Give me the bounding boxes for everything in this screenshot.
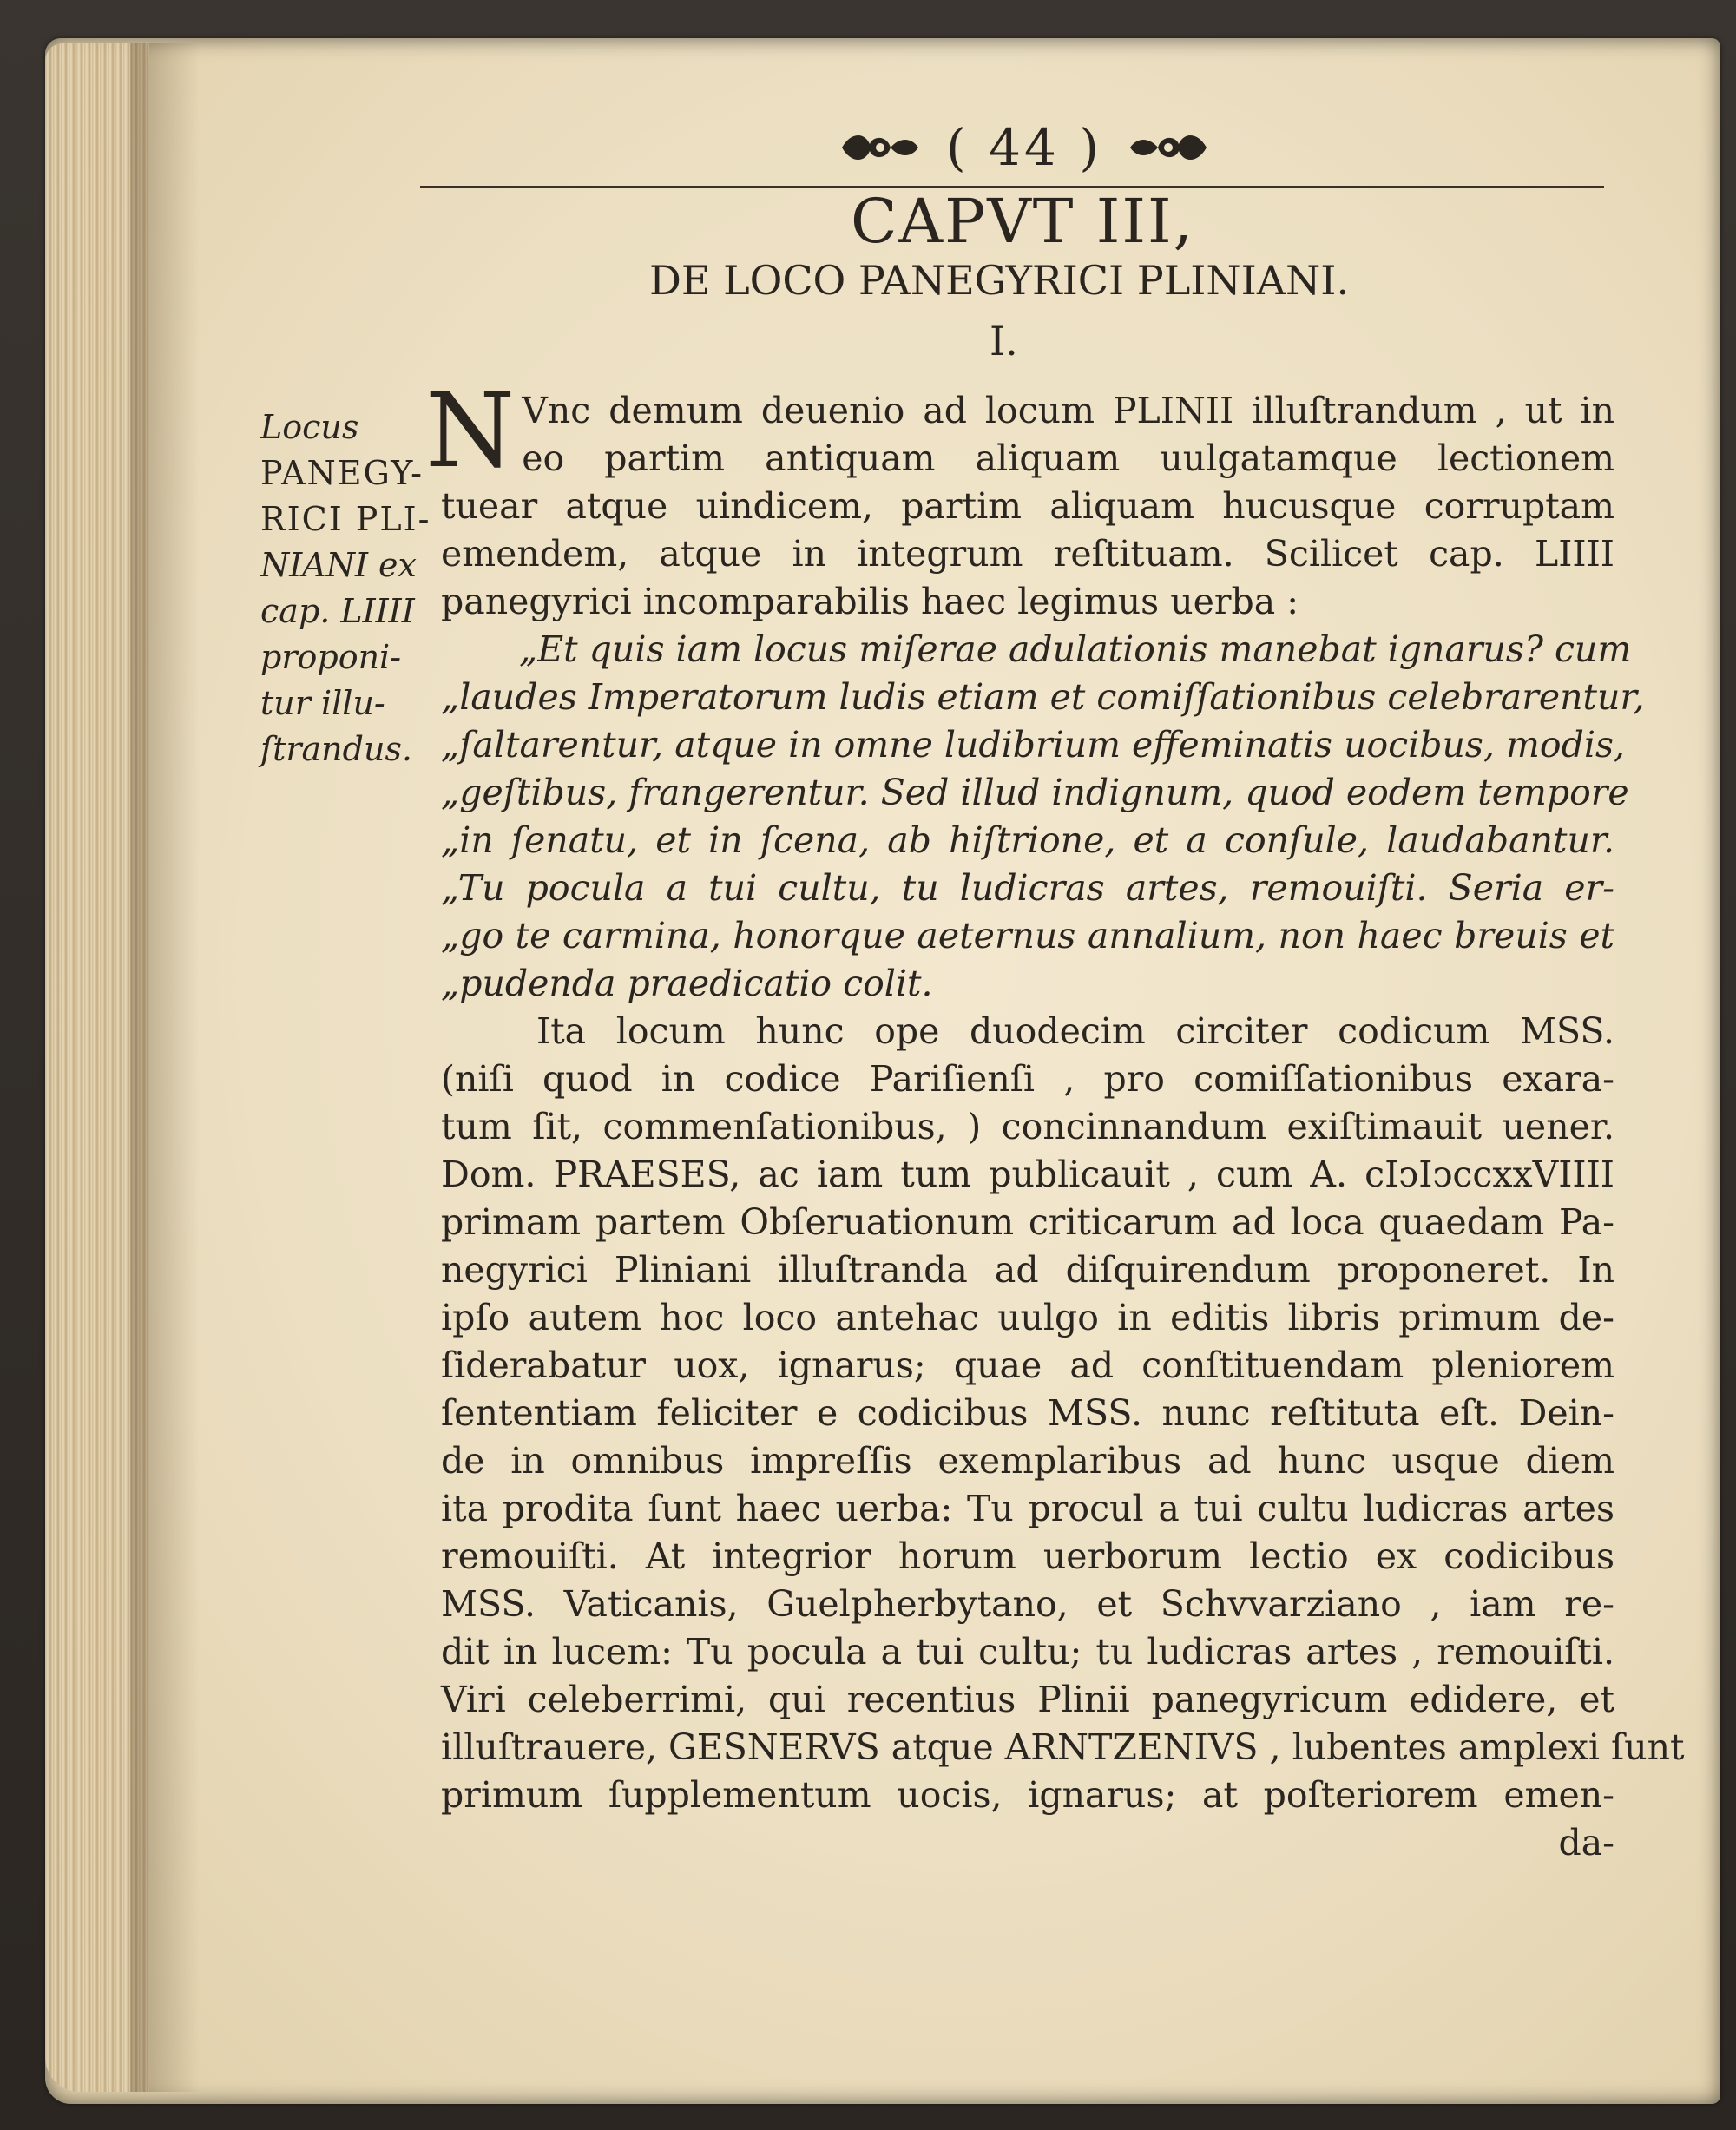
chapter-title: CAPVT III, [851,186,1194,257]
body-line: MSS. Vaticanis, Guelpherbytano, et Schvvarziano , iam re- [441,1583,1614,1625]
quote-line: „geſtibus, frangerentur. Sed illud indignum, quod eodem tempore [441,772,1629,813]
ornament-left-icon [838,128,922,167]
section-number: I. [990,318,1018,365]
body-line: negyrici Pliniani illuſtranda ad diſquirendum proponeret. In [441,1249,1614,1291]
page-number: ( 44 ) [946,118,1102,177]
body-line: de in omnibus impreſſis exemplaribus ad hunc usque diem [441,1440,1614,1482]
quote-line: „Et quis iam locus miſerae adulationis manebat ignarus? cum [519,628,1632,670]
body-line: Ita locum hunc ope duodecim circiter codicum MSS. [536,1010,1614,1052]
margin-note-line: Locus [260,408,359,446]
body-line: tuear atque uindicem, partim aliquam hucusque corruptam [441,485,1614,527]
body-line: eo partim antiquam aliquam uulgatamque lectionem [522,437,1614,479]
body-line: ſiderabatur uox, ignarus; quae ad conſtituendam pleniorem [441,1344,1614,1386]
quote-line: „laudes Imperatorum ludis etiam et comiſſationibus celebrarentur, [441,676,1645,718]
quote-line: „in ſenatu, et in ſcena, ab hiſtrione, et a conſule, laudabantur. [441,819,1614,861]
margin-note [260,404,443,772]
body-line: ipſo autem hoc loco antehac uulgo in editis libris primum de- [441,1297,1614,1338]
body-line: ita prodita ſunt haec uerba: Tu procul a tui cultu ludicras artes [441,1488,1614,1529]
body-line: primum ſupplementum uocis, ignarus; at poſteriorem emen- [441,1774,1614,1816]
drop-cap: N [425,371,516,490]
body-line: ſententiam feliciter e codicibus MSS. nunc reſtituta eſt. Dein- [441,1392,1614,1434]
body-text [425,371,1685,1867]
margin-note-line: PANEGY- [260,454,424,492]
margin-note-line: RICI PLI- [260,500,431,538]
body-line: Viri celeberrimi, qui recentius Plinii panegyricum edidere, et [441,1679,1614,1720]
body-line: emendem, atque in integrum reſtituam. Scilicet cap. LIIII [441,533,1614,575]
body-line: tum ſit, commenſationibus, ) concinnandum exiſtimauit uener. [441,1106,1614,1147]
page-header [816,113,1233,182]
gutter-shadow [130,43,200,2092]
margin-note-line: proponi- [260,638,402,676]
quote-line: „go te carmina, honorque aeternus annalium, non haec breuis et [441,915,1614,957]
body-line: Dom. PRAESES, ac iam tum publicauit , cum A. cIↄIↄccxxVIIII [441,1154,1614,1195]
body-line: dit in lucem: Tu pocula a tui cultu; tu ludicras artes , remouiſti. [441,1631,1614,1673]
quote-line: „Tu pocula a tui cultu, tu ludicras artes, remouiſti. Seria er- [441,867,1614,909]
body-line: (niſi quod in codice Pariſienſi , pro comiſſationibus exara- [441,1058,1614,1100]
margin-note-line: cap. LIIII [260,592,415,630]
body-line: Vnc demum deuenio ad locum PLINII illuſtrandum , ut in [522,390,1614,431]
ornament-right-icon [1127,128,1210,167]
margin-note-line: tur illu- [260,684,385,722]
margin-note-line: NIANI ex [260,546,417,584]
body-line: primam partem Obſeruationum criticarum ad loca quaedam Pa- [441,1201,1614,1243]
margin-note-line: ſtrandus. [260,730,413,768]
quote-line: „ſaltarentur, atque in omne ludibrium effeminatis uocibus, modis, [441,724,1626,766]
body-line: illuſtrauere, GESNERVS atque ARNTZENIVS , lubentes amplexi ſunt [441,1726,1685,1768]
catchword: da- [1558,1822,1614,1864]
body-line: remouiſti. At integrior horum uerborum lectio ex codicibus [441,1535,1614,1577]
quote-line: „pudenda praedicatio colit. [441,963,933,1004]
chapter-subtitle: DE LOCO PANEGYRICI PLINIANI. [649,257,1350,304]
body-line: panegyrici incomparabilis haec legimus uerba : [441,581,1299,622]
